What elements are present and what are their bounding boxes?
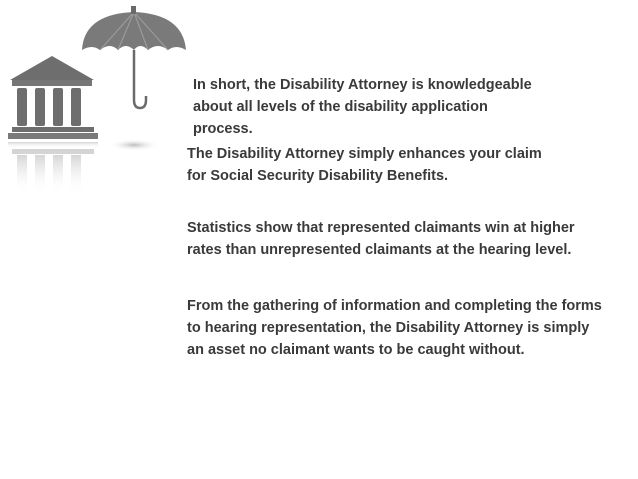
paragraph-enhances-claim: The Disability Attorney simply enhances your claim for Social Security Disability Benefits. [187, 146, 542, 184]
courthouse-umbrella-icon [0, 0, 200, 210]
paragraph-statistics: Statistics show that represented claimants win at higher rates than unrepresented claimants at the hearing level. [187, 220, 575, 258]
courthouse-icon [8, 56, 98, 139]
paragraph-intro: In short, the Disability Attorney is knowledgeable about all levels of the disability application process. [193, 77, 532, 137]
courthouse-reflection [8, 142, 98, 195]
paragraph-asset: From the gathering of information and completing the forms to hearing representation, the Disability Attorney is simply an asset no claimant wants to be caught without. [187, 298, 602, 358]
umbrella-icon [82, 6, 186, 151]
